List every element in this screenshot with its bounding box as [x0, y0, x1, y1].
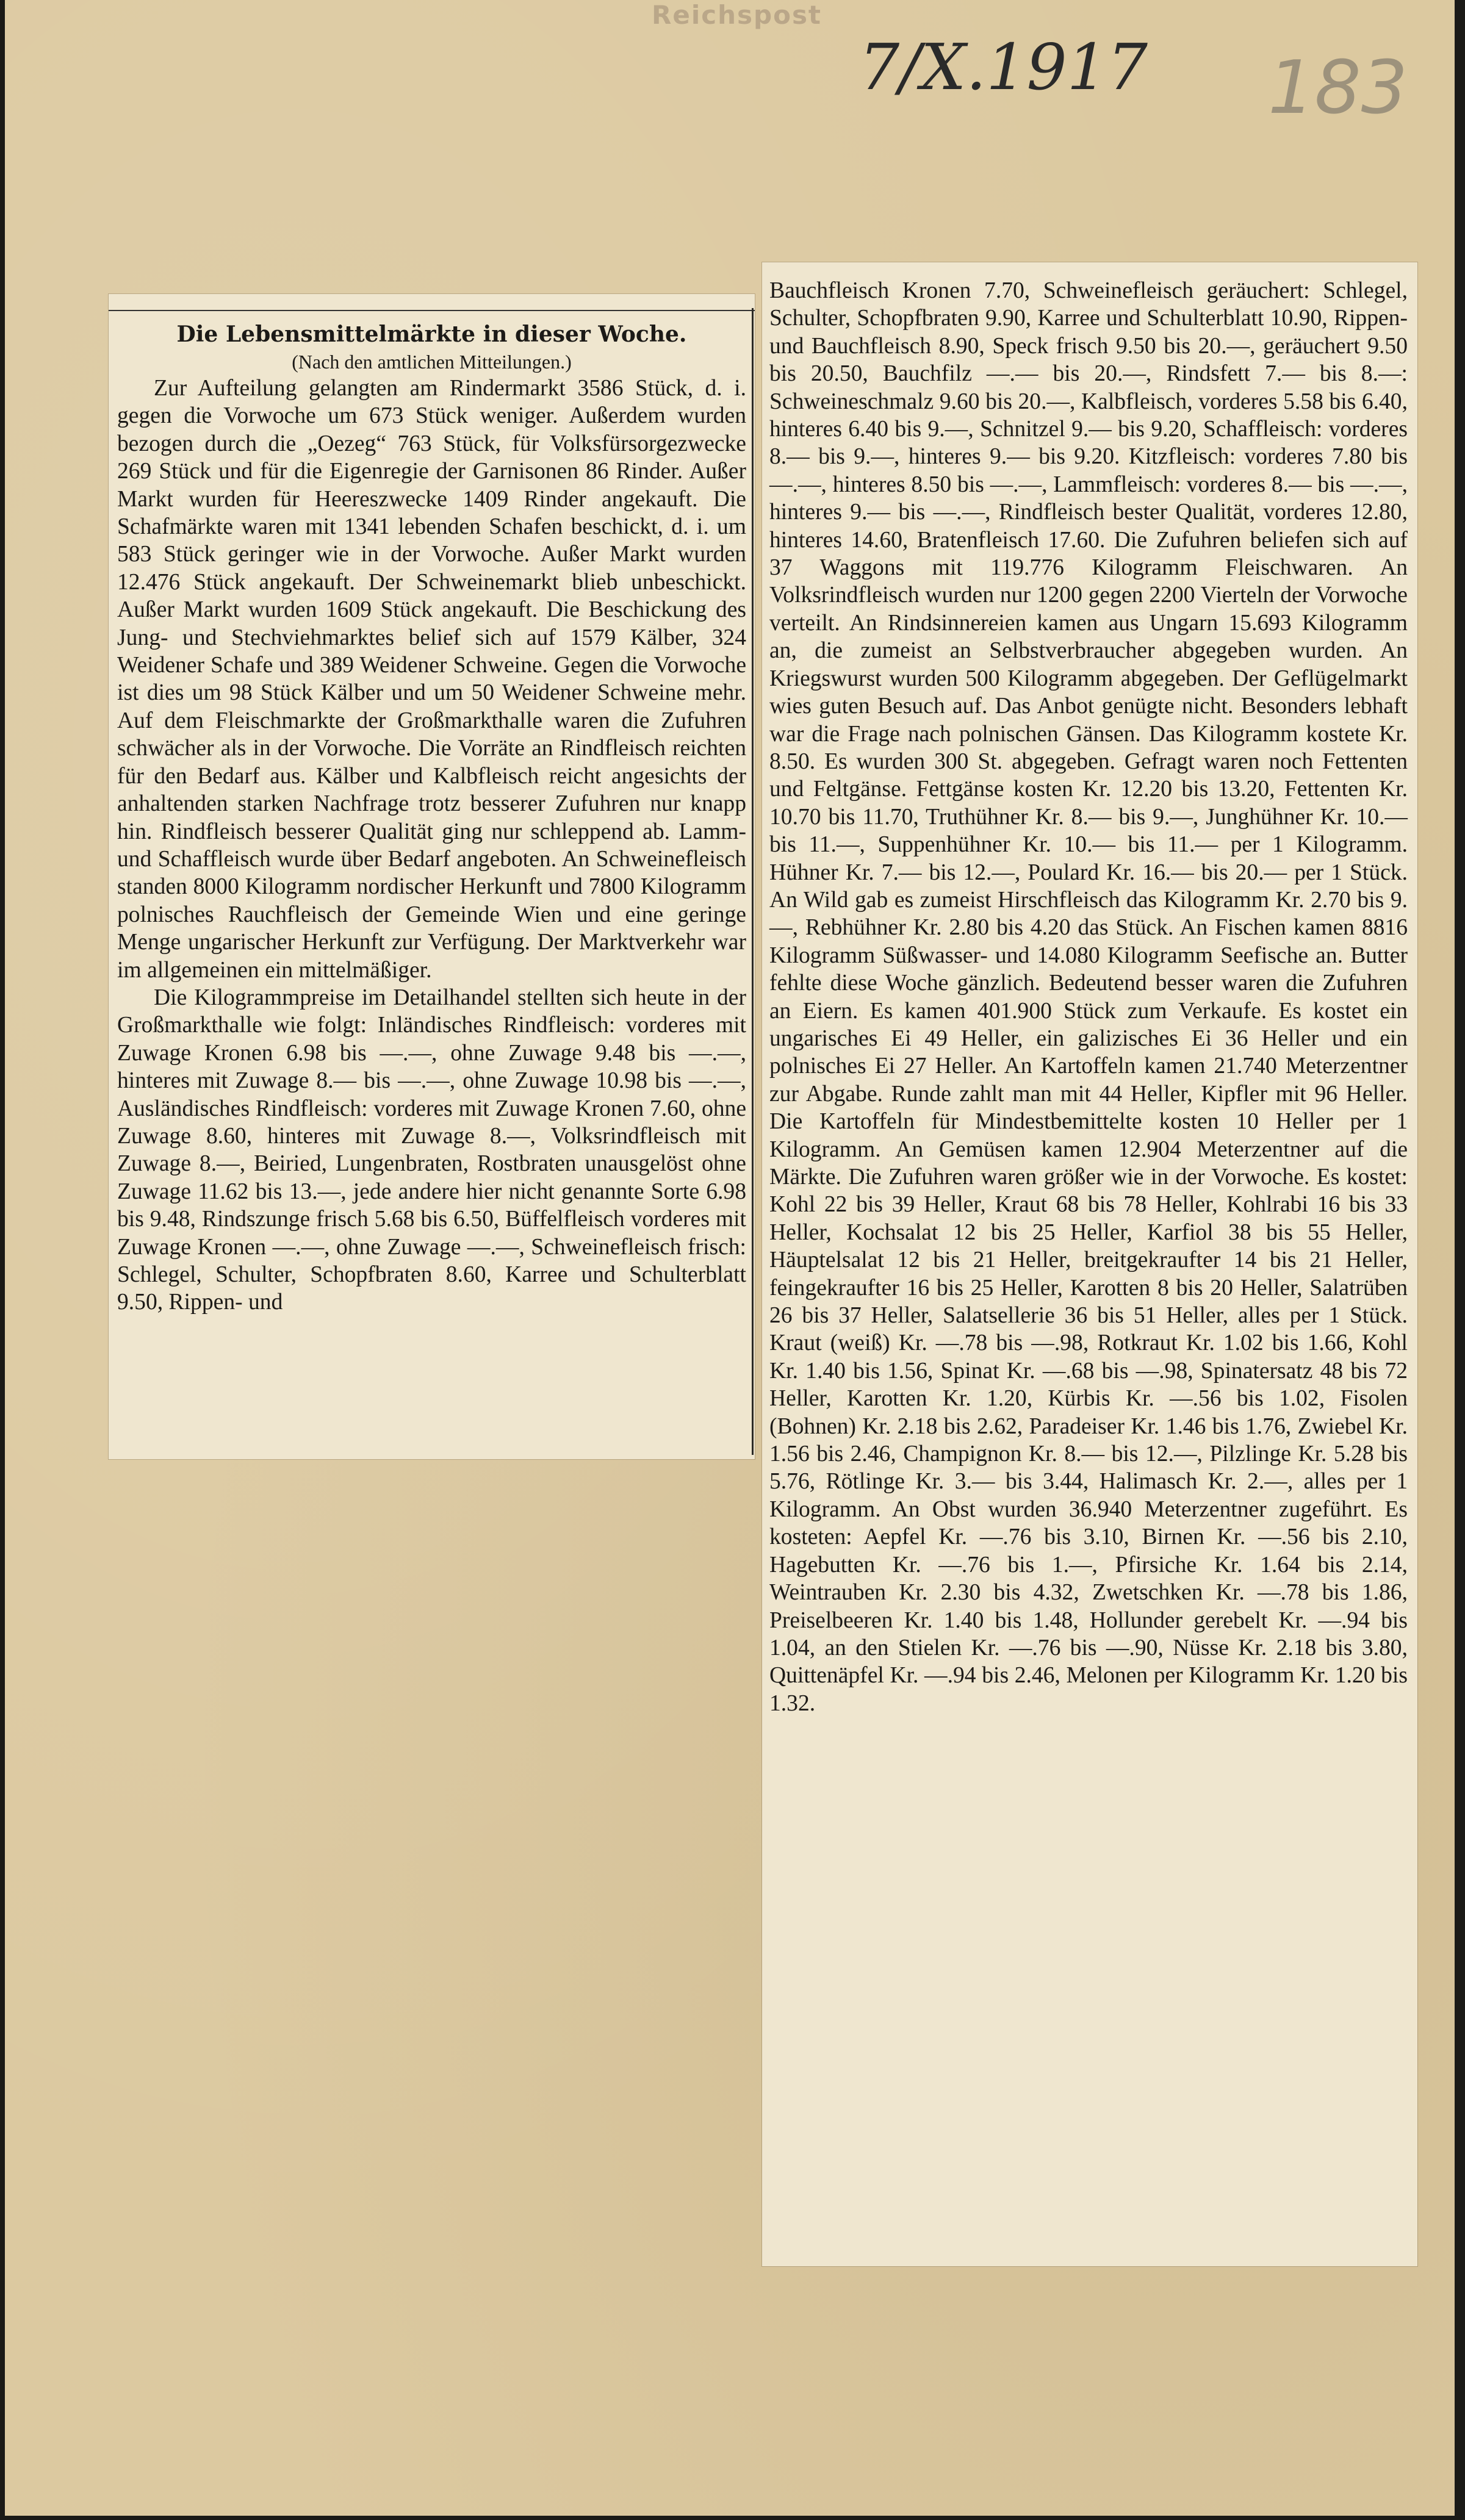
- archive-sheet: [5, 0, 1455, 2516]
- article-subtitle: (Nach den amtlichen Mitteilungen.): [292, 351, 572, 373]
- column-divider: [752, 308, 754, 1455]
- article-continuation: Bauchfleisch Kronen 7.70, Schweinefleisch geräuchert: Schlegel, Schulter, Schopfbraten 9.90, Karree und Schulterblatt 10.90, Rippen- und Bauchfleisch 8.90, Speck frisch 9.50 bis 20.—, geräuchert 9.50 bis 20.50, Bauchfilz —.— bis 20.—, Rindsfett 7.— bis 8.—: Schweineschmalz 9.60 bis 20.—, Kalbfleisch, vorderes 5.58 bis 6.40, hinteres 6.40 bis 9.—, Schnitzel 9.— bis 9.20, Schaffleisch: vorderes 8.— bis 9.—, hinteres 9.— bis 9.20. Kitzfleisch: vorderes 7.80 bis —.—, hinteres 8.50 bis —.—, Lammfleisch: vorderes 8.— bis —.—, hinteres 9.— bis —.—, Rindfleisch bester Qualität, vorderes 12.80, hinteres 14.60, Bratenfleisch 17.60. Die Zufuhren beliefen sich auf 37 Waggons mit 119.776 Kilogramm Fleischwaren. An Volksrindfleisch wurden nur 1200 gegen 2200 Vierteln der Vorwoche verteilt. An Rindsinnereien kamen aus Ungarn 15.693 Kilogramm an, die zumeist an Selbstverbraucher abgegeben wurden. An Kriegswurst wurden 500 Kilogramm abgegeben. Der Geflügelmarkt wies guten Besuch auf. Das Anbot genügte nicht. Besonders lebhaft war die Frage nach polnischen Gänsen. Das Kilogramm kostete Kr. 8.50. Es wurden 300 St. abgegeben. Gefragt waren noch Fettenten und Feltgänse. Fettgänse kosten Kr. 12.20 bis 13.20, Fettenten Kr. 10.70 bis 11.70, Truthühner Kr. 8.— bis 9.—, Junghühner Kr. 10.— bis 11.—, Suppenhühner Kr. 10.— bis 11.— per 1 Kilogramm. Hühner Kr. 7.— bis 12.—, Poulard Kr. 16.— bis 20.— per 1 Stück. An Wild gab es zumeist Hirschfleisch das Kilogramm Kr. 2.70 bis 9.—, Rebhühner Kr. 2.80 bis 4.20 das Stück. An Fischen kamen 8816 Kilogramm Süßwasser- und 14.080 Kilogramm Seefische an. Butter fehlte diese Woche gänzlich. Bedeutend besser waren die Zufuhren an Eiern. Es kamen 401.900 Stück zum Verkaufe. Es kostet ein ungarisches Ei 49 Heller, ein galizisches Ei 36 Heller und ein polnisches Ei 27 Heller. An Kartoffeln kamen 21.740 Meterzentner zur Abgabe. Runde zahlt man mit 44 Heller, Kipfler mit 96 Heller. Die Kartoffeln für Mindestbemittelte kosten 10 Heller per 1 Kilogramm. An Gemüsen kamen 12.904 Meterzentner auf die Märkte. Die Zufuhren waren größer wie in der Vorwoche. Es kostet: Kohl 22 bis 39 Heller, Kraut 68 bis 78 Heller, Kohlrabi 16 bis 33 Heller, Kochsalat 12 bis 25 Heller, Karfiol 38 bis 55 Heller, Häuptelsalat 12 bis 21 Heller, breitgekraufter 14 bis 21 Heller, feingekraufter 16 bis 25 Heller, Karotten 8 bis 20 Heller, Salatrüben 26 bis 37 Heller, Salatsellerie 36 bis 51 Heller, alles per 1 Stück. Kraut (weiß) Kr. —.78 bis —.98, Rotkraut Kr. 1.02 bis 1.66, Kohl Kr. 1.40 bis 1.56, Spinat Kr. —.68 bis —.98, Spinatersatz 48 bis 72 Heller, Karotten Kr. 1.20, Kürbis Kr. —.56 bis 1.02, Fisolen (Bohnen) Kr. 2.18 bis 2.62, Paradeiser Kr. 1.46 bis 1.76, Zwiebel Kr. 1.56 bis 2.46, Champignon Kr. 8.— bis 12.—, Pilzlinge Kr. 5.28 bis 5.76, Rötlinge Kr. 3.— bis 3.44, Halimasch Kr. 2.—, alles per 1 Kilogramm. An Obst wurden 36.940 Meterzentner zugeführt. Es kosteten: Aepfel Kr. —.76 bis 3.10, Birnen Kr. —.56 bis 2.10, Hagebutten Kr. —.76 bis 1.—, Pfirsiche Kr. 1.64 bis 2.14, Weintrauben Kr. 2.30 bis 4.32, Zwetschken Kr. —.78 bis 1.86, Preiselbeeren Kr. 1.40 bis 1.48, Hollunder gerebelt Kr. —.94 bis 1.04, an den Stielen Kr. —.76 bis —.90, Nüsse Kr. 2.18 bis 3.80, Quittenäpfel Kr. —.94 bis 2.46, Melonen per Kilogramm Kr. 1.20 bis 1.32.: [769, 278, 1408, 1716]
- article-paragraph-1: Zur Aufteilung gelangten am Rindermarkt 3586 Stück, d. i. gegen die Vorwoche um 673 Stück weniger. Außerdem wurden bezogen durch die „Oezeg“ 763 Stück, für Volksfürsorgezwecke 269 Stück und für die Eigenregie der Garnisonen 86 Rinder. Außer Markt wurden für Heereszwecke 1409 Rinder angekauft. Die Schafmärkte waren mit 1341 lebenden Schafen beschickt, d. i. um 583 Stück geringer wie in der Vorwoche. Außer Markt wurden 12.476 Stück angekauft. Der Schweinemarkt blieb unbeschickt. Außer Markt wurden 1609 Stück angekauft. Die Beschickung des Jung- und Stechviehmarktes belief sich auf 1579 Kälber, 324 Weidener Schafe und 389 Weidener Schweine. Gegen die Vorwoche ist dies um 98 Stück Kälber und um 50 Weidener Schweine mehr. Auf dem Fleischmarkte der Großmarkthalle waren die Zufuhren schwächer als in der Vorwoche. Die Vorräte an Rindfleisch reichten für den Bedarf aus. Kälber und Kalbfleisch reicht angesichts der anhaltenden starken Nachfrage trotz besserer Zufuhren nur knapp hin. Rindfleisch besserer Qualität ging nur schleppend ab. Lamm- und Schaffleisch wurde über Bedarf angeboten. An Schweinefleisch standen 8000 Kilogramm nordischer Herkunft und 7800 Kilogramm polnisches Rauchfleisch der Gemeinde Wien und eine geringe Menge ungarischer Herkunft zur Verfügung. Der Marktverkehr war im allgemeinen ein mittelmäßiger.: [117, 376, 746, 983]
- newspaper-stamp: Reichspost: [652, 0, 822, 30]
- clipping-right-column: [762, 262, 1417, 2266]
- article-title: Die Lebensmittelmärkte in dieser Woche.: [176, 321, 687, 347]
- article-paragraph-2: Die Kilogrammpreise im Detailhandel stellten sich heute in der Großmarkthalle wie folgt: Inländisches Rindfleisch: vorderes mit Zuwage Kronen 6.98 bis —.—, ohne Zuwage 9.48 bis —.—, hinteres mit Zuwage 8.— bis —.—, ohne Zuwage 10.98 bis —.—, Ausländisches Rindfleisch: vorderes mit Zuwage Kronen 7.60, ohne Zuwage 8.60, hinteres mit Zuwage 8.—, Volksrindfleisch mit Zuwage 8.—, Beiried, Lungenbraten, Rostbraten unausgelöst ohne Zuwage 11.62 bis 13.—, jede andere hier nicht genannte Sorte 6.98 bis 9.48, Rindszunge frisch 5.68 bis 6.50, Büffelfleisch vorderes mit Zuwage Kronen —.—, ohne Zuwage —.—, Schweinefleisch frisch: Schlegel, Schulter, Schopfbraten 8.60, Karree und Schulterblatt 9.50, Rippen- und: [117, 985, 746, 1315]
- clipping-left-column: [109, 294, 755, 1459]
- page-number: 183: [1268, 46, 1408, 131]
- handwritten-date: 7/X.1917: [859, 30, 1148, 104]
